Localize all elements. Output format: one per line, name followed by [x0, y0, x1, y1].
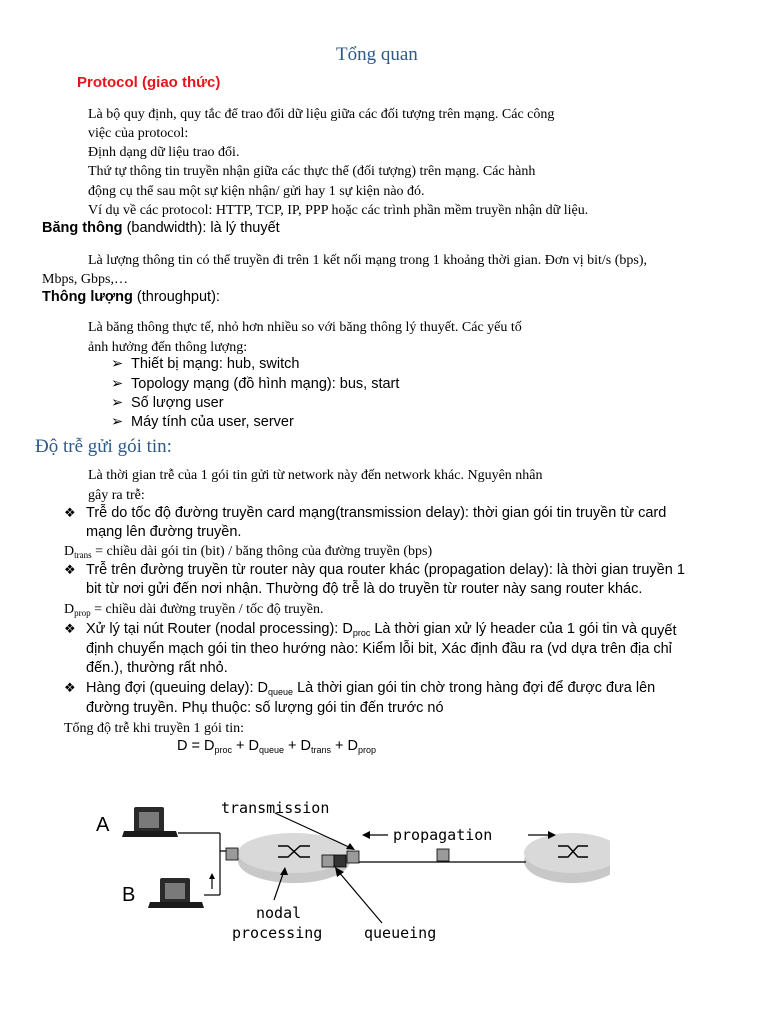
processing-text-2: định chuyển mạch gói tin theo hướng nào: Kiểm lỗi bit, Xác định đầu ra (vd dựa trên địa chỉ: [86, 641, 672, 657]
queuing-sub: queue: [268, 687, 294, 697]
protocol-text-2: việc của protocol:: [88, 126, 189, 141]
dprop-d: D: [64, 602, 75, 617]
packet-icon: [334, 855, 346, 867]
bullet-text: Topology mạng (đồ hình mạng): bus, start: [131, 376, 400, 392]
transmission-text-2: mạng lên đường truyền.: [86, 524, 242, 540]
bandwidth-term: Băng thông: [42, 220, 123, 236]
packet-icon: [347, 851, 359, 863]
label-queueing: queueing: [364, 924, 437, 942]
processing-text-c: quyết: [641, 623, 677, 639]
delay-intro-2: gây ra trễ:: [88, 488, 145, 503]
arrow-bullet-icon: ➢: [111, 395, 124, 411]
formula-sub: queue: [258, 745, 285, 755]
packet-icon: [226, 848, 238, 860]
formula-part: + D: [331, 738, 359, 754]
protocol-text-3: Định dạng dữ liệu trao đổi.: [88, 145, 240, 160]
formula-sub: prop: [358, 745, 377, 755]
queuing-text-a: Hàng đợi (queuing delay): D: [86, 680, 269, 696]
label-a: A: [96, 814, 110, 836]
formula-sub: trans: [311, 745, 332, 755]
dtrans-sub: trans: [74, 550, 92, 560]
label-nodal: nodal: [256, 904, 302, 922]
propagation-text-2: bit từ nơi gửi đến nơi nhận. Thường độ trễ là do truyền từ router này sang router khác.: [86, 581, 643, 597]
dprop-sub: prop: [74, 608, 91, 618]
bandwidth-text-1: Là lượng thông tin có thể truyền đi trên 1 kết nối mạng trong 1 khoảng thời gian. Đơn vị bit/s (bps),: [88, 253, 647, 268]
processing-text-b: Là thời gian xử lý header của 1 gói tin và: [370, 621, 642, 637]
delay-diagram: [80, 785, 610, 955]
throughput-bullet-2: [111, 376, 399, 392]
bandwidth-rest: (bandwidth): là lý thuyết: [122, 220, 280, 236]
transmission-item: [64, 505, 666, 521]
formula-part: D = D: [177, 738, 215, 754]
total-delay-label: Tổng độ trễ khi truyền 1 gói tin:: [64, 721, 245, 736]
throughput-bullet-1: [111, 356, 299, 372]
propagation-item: [64, 562, 685, 578]
throughput-term: Thông lượng: [42, 289, 133, 305]
throughput-bullet-4: [111, 414, 294, 430]
dtrans-d: D: [64, 544, 75, 559]
label-processing: processing: [232, 924, 323, 942]
formula-sub: proc: [214, 745, 232, 755]
dtrans-rest: = chiều dài gói tin (bit) / băng thông của đường truyền (bps): [91, 544, 433, 559]
formula-part: + D: [231, 738, 259, 754]
computer-b-icon: [148, 873, 215, 908]
label-propagation: propagation: [393, 826, 493, 844]
diamond-bullet-icon: ❖: [64, 621, 76, 636]
throughput-text-1: Là băng thông thực tế, nhỏ hơn nhiều so với băng thông lý thuyết. Các yếu tố: [88, 320, 522, 335]
total-delay-formula: [177, 738, 376, 755]
bullet-text: Thiết bị mạng: hub, switch: [131, 356, 300, 372]
diamond-bullet-icon: ❖: [64, 505, 76, 520]
throughput-text-2: ảnh hưởng đến thông lượng:: [88, 340, 248, 355]
arrow-bullet-icon: ➢: [111, 414, 124, 430]
diamond-bullet-icon: ❖: [64, 680, 76, 695]
dprop-rest: = chiều dài đường truyền / tốc độ truyền.: [90, 602, 324, 617]
label-transmission: transmission: [221, 799, 330, 817]
packet-icon: [322, 855, 334, 867]
throughput-heading: [42, 289, 220, 305]
processing-item: [64, 621, 677, 638]
protocol-text-4: Thứ tự thông tin truyền nhận giữa các thực thể (đối tượng) trên mạng. Các hành: [88, 164, 536, 179]
page-title: Tổng quan: [336, 44, 418, 65]
processing-text-a: Xử lý tại nút Router (nodal processing): D: [86, 621, 353, 637]
delay-heading: Độ trễ gửi gói tin:: [35, 436, 172, 457]
queuing-text-2: đường truyền. Phụ thuộc: số lượng gói tin đến trước nó: [86, 700, 444, 716]
throughput-bullet-3: [111, 395, 224, 411]
computer-a-icon: [122, 807, 178, 837]
queueing-pointer: [338, 871, 382, 923]
queuing-item: [64, 680, 655, 697]
diamond-bullet-icon: ❖: [64, 562, 76, 577]
bullet-text: Máy tính của user, server: [131, 414, 294, 430]
arrow-bullet-icon: ➢: [111, 356, 124, 372]
protocol-heading: Protocol (giao thức): [77, 74, 221, 91]
delay-intro-1: Là thời gian trễ của 1 gói tin gửi từ network này đến network khác. Nguyên nhân: [88, 468, 543, 483]
processing-sub: proc: [352, 628, 371, 638]
transmission-text-1: Trễ do tốc độ đường truyền card mạng(transmission delay): thời gian gói tin truyền từ card: [86, 505, 667, 521]
label-b: B: [122, 884, 136, 906]
queuing-text-b: Là thời gian gói tin chờ trong hàng đợi để được đưa lên: [293, 680, 656, 696]
formula-part: + D: [284, 738, 312, 754]
router-2-icon: [524, 833, 610, 883]
protocol-text-6: Ví dụ về các protocol: HTTP, TCP, IP, PPP hoặc các trình phần mềm truyền nhận dữ liệu.: [88, 203, 589, 218]
packet-icon: [437, 849, 449, 861]
arrow-bullet-icon: ➢: [111, 376, 124, 392]
protocol-text-1: Là bộ quy định, quy tắc để trao đổi dữ liệu giữa các đối tượng trên mạng. Các công: [88, 107, 555, 122]
protocol-text-5: động cụ thể sau một sự kiện nhận/ gửi hay 1 sự kiện nào đó.: [88, 184, 425, 199]
dprop-formula: [64, 600, 323, 623]
bullet-text: Số lượng user: [131, 395, 224, 411]
processing-text-3: đến.), thường rất nhỏ.: [86, 660, 228, 676]
propagation-text-1: Trễ trên đường truyền từ router này qua router khác (propagation delay): là thời gian truyền 1: [86, 562, 685, 578]
throughput-rest: (throughput):: [132, 289, 220, 305]
bandwidth-heading: [42, 220, 280, 236]
bandwidth-text-2: Mbps, Gbps,…: [42, 272, 128, 287]
